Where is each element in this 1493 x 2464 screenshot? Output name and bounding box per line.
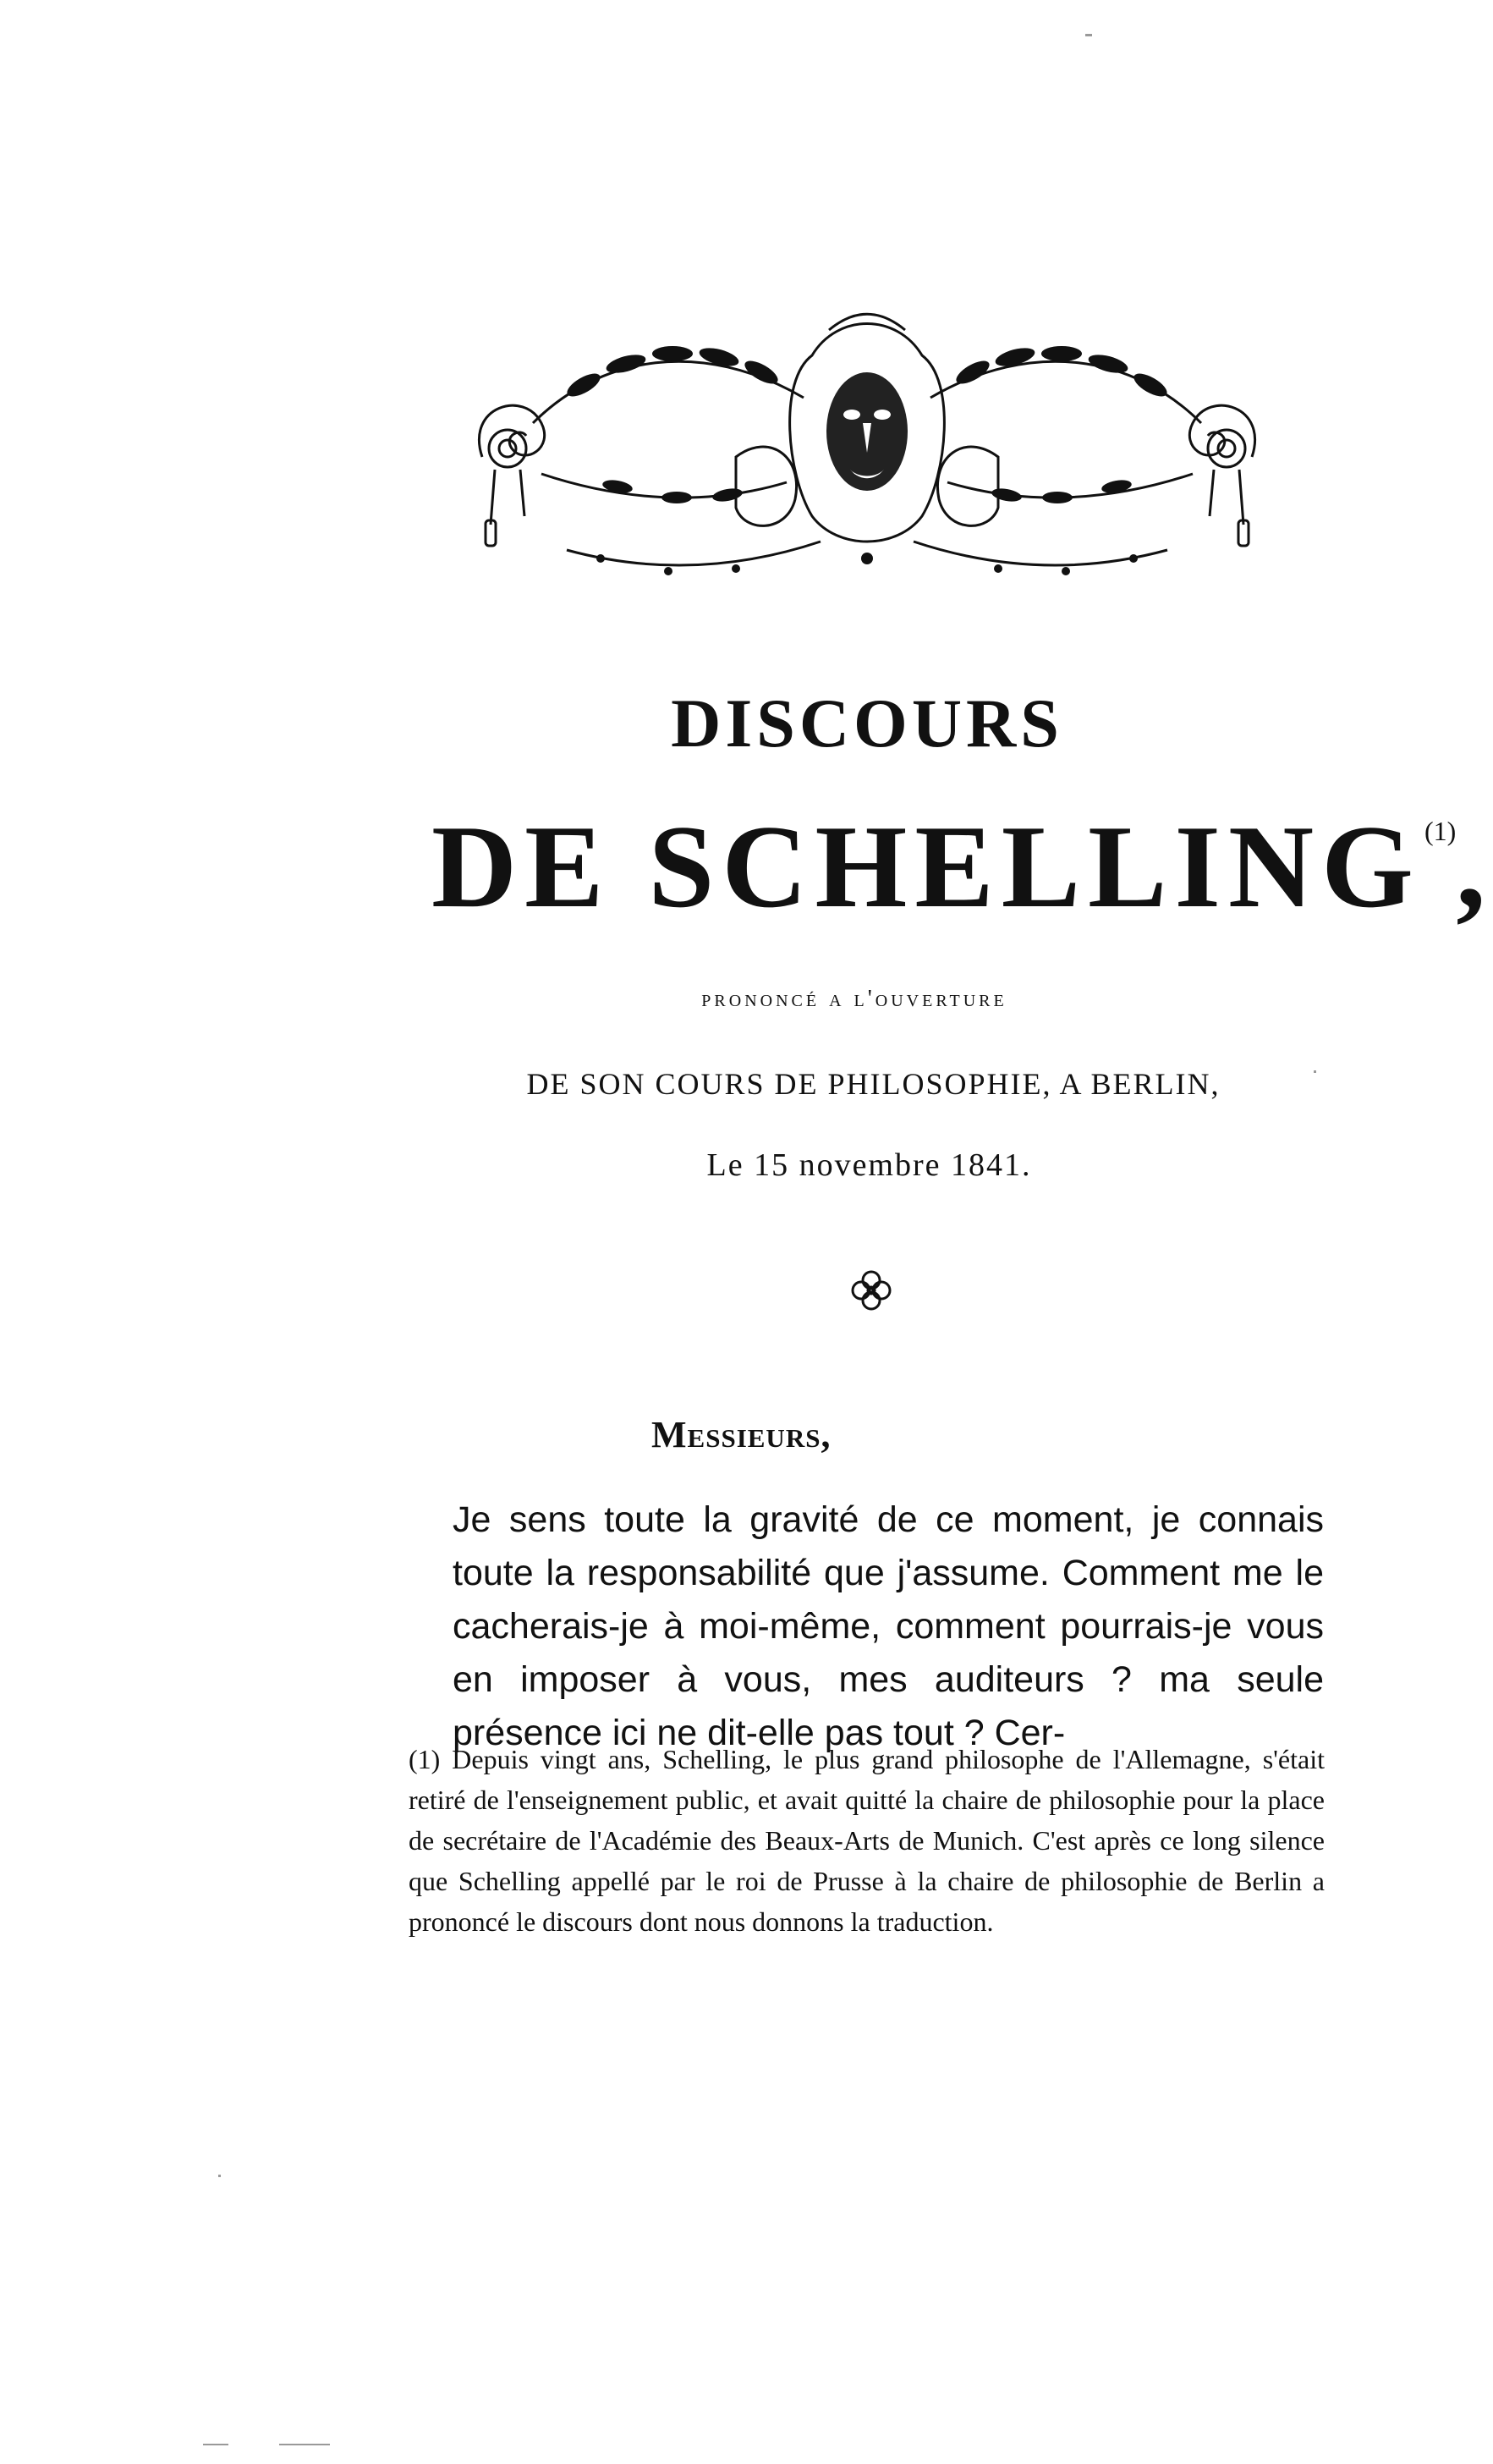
scan-speck bbox=[279, 2444, 330, 2445]
scan-speck bbox=[218, 2175, 221, 2177]
title-main: DE SCHELLING bbox=[431, 801, 1421, 932]
date-line: Le 15 novembre 1841. bbox=[706, 1147, 1032, 1183]
scan-speck bbox=[203, 2444, 228, 2445]
salutation: Messieurs, bbox=[651, 1414, 832, 1455]
body-paragraph: Je sens toute la gravité de ce moment, je connais toute la responsabilité que j'assume. Comment me le cacherais-je à moi-même, comment pourrais-je vous en imposer à vous, mes auditeurs ? ma seule présence ici ne dit-elle pas tout ? Cer- bbox=[453, 1499, 1324, 1753]
subtitle-line-1: prononcé a l'ouverture bbox=[701, 986, 1007, 1012]
headpiece-ornament bbox=[448, 305, 1286, 592]
title-line-1: DISCOURS bbox=[671, 685, 1063, 762]
title-punctuation: , bbox=[1456, 801, 1493, 932]
scan-speck bbox=[1314, 1070, 1316, 1073]
title-footnote-marker: (1) bbox=[1424, 816, 1457, 846]
scan-speck bbox=[1085, 34, 1092, 36]
fleuron-icon bbox=[846, 1265, 897, 1316]
footnote: (1) Depuis vingt ans, Schelling, le plus grand philosophe de l'Allemagne, s'était retiré de l'enseignement public, et avait quitté la chaire de philosophie pour la place de secrétaire de l'Académie des Beaux-Arts de Munich. C'est après ce long silence que Schelling appellé par le roi de Prusse à la chaire de philosophie de Berlin a prononcé le discours dont nous donnons la traduction. bbox=[409, 1744, 1325, 1937]
subtitle-line-2: DE SON COURS DE PHILOSOPHIE, A BERLIN, bbox=[526, 1067, 1221, 1101]
title-line-2 bbox=[431, 801, 1493, 932]
